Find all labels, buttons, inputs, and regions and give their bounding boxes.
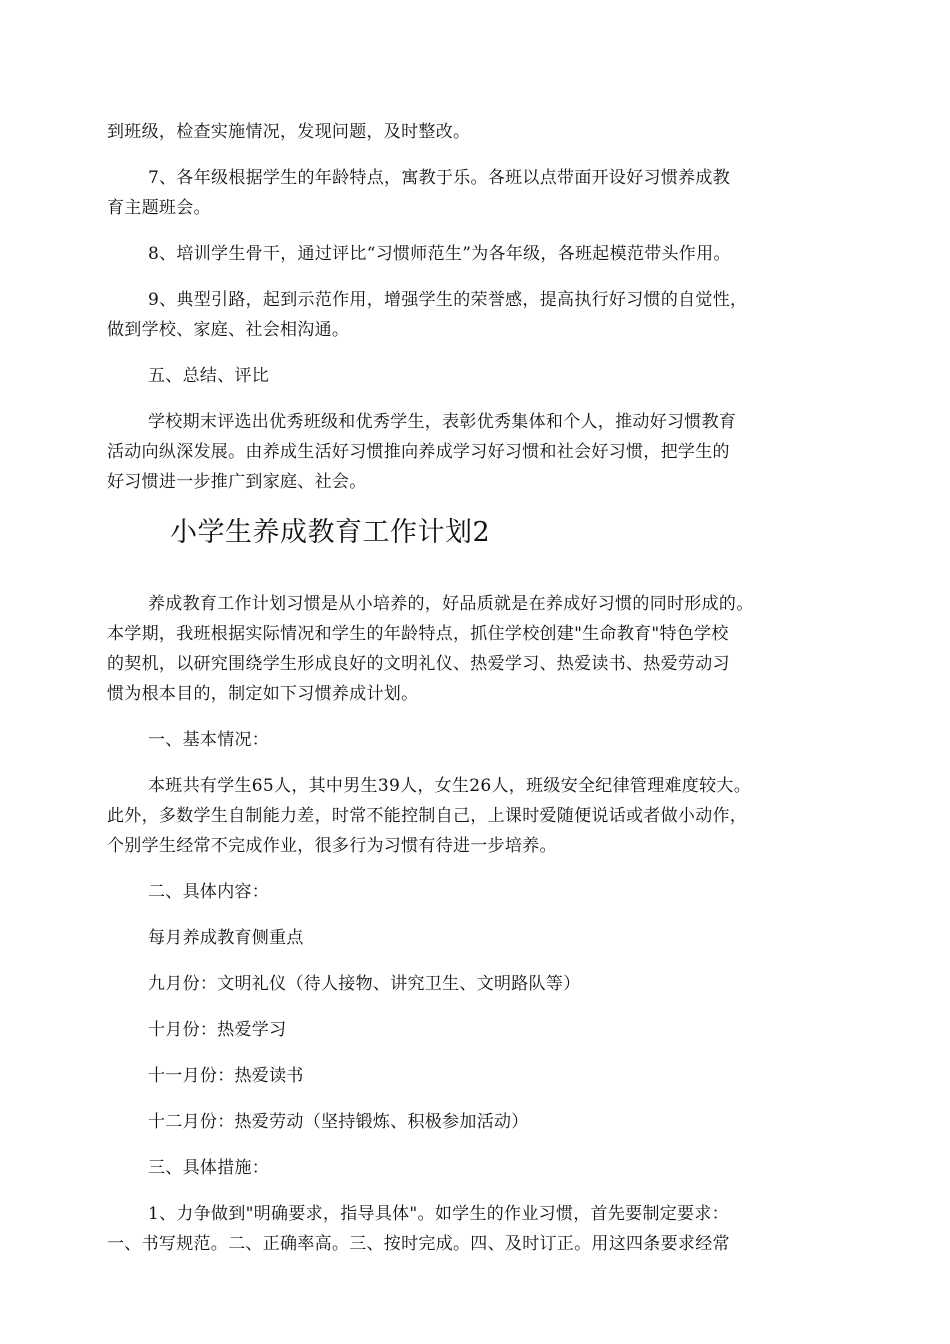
- paragraph-continuation: [107, 117, 842, 147]
- paragraph-intro: [107, 589, 842, 709]
- text-line: 九月份：文明礼仪（待人接物、讲究卫生、文明路队等）: [148, 974, 581, 994]
- paragraph-measure-1: [107, 1199, 842, 1259]
- text-line: 1、力争做到"明确要求，指导具体"。如学生的作业习惯，首先要制定要求：: [148, 1204, 729, 1224]
- paragraph-item-9: [107, 285, 842, 345]
- text-line: 活动向纵深发展。由养成生活好习惯推向养成学习好习惯和社会好习惯，把学生的: [107, 442, 730, 462]
- text-line: 的契机，以研究围绕学生形成良好的文明礼仪、热爱学习、热爱读书、热爱劳动习: [107, 654, 730, 674]
- text-line: 好习惯进一步推广到家庭、社会。: [107, 472, 367, 492]
- document-body: [107, 117, 842, 1275]
- text-line: 三、具体措施：: [148, 1158, 270, 1178]
- text-line: 个别学生经常不完成作业，很多行为习惯有待进一步培养。: [107, 836, 557, 856]
- text-line: 十月份：热爱学习: [148, 1020, 287, 1040]
- text-line: 本班共有学生65人，其中男生39人，女生26人，班级安全纪律管理难度较大。: [148, 776, 751, 796]
- text-line: 惯为根本目的，制定如下习惯养成计划。: [107, 684, 419, 704]
- text-line: 此外，多数学生自制能力差，时常不能控制自己，上课时爱随便说话或者做小动作，: [107, 806, 748, 826]
- document-title: 小学生养成教育工作计划2: [170, 517, 491, 548]
- text-line: 学校期末评选出优秀班级和优秀学生，表彰优秀集体和个人，推动好习惯教育: [148, 412, 737, 432]
- text-line: 8、培训学生骨干，通过评比“习惯师范生”为各年级，各班起模范带头作用。: [148, 244, 731, 264]
- paragraph-item-8: [107, 239, 842, 269]
- text-line: 五、总结、评比: [148, 366, 270, 386]
- section-heading-three: [107, 1153, 842, 1183]
- paragraph-basic-info: [107, 771, 842, 861]
- text-line: 十一月份：热爱读书: [148, 1066, 304, 1086]
- list-item-september: [107, 969, 842, 999]
- paragraph-monthly-focus: [107, 923, 842, 953]
- text-line: 育主题班会。: [107, 198, 211, 218]
- text-line: 做到学校、家庭、社会相沟通。: [107, 320, 350, 340]
- list-item-november: [107, 1061, 842, 1091]
- paragraph-item-7: [107, 163, 842, 223]
- text-line: 十二月份：热爱劳动（坚持锻炼、积极参加活动）: [148, 1112, 529, 1132]
- text-line: 一、基本情况：: [148, 730, 270, 750]
- list-item-october: [107, 1015, 842, 1045]
- section-heading-one: [107, 725, 842, 755]
- text-line: 本学期，我班根据实际情况和学生的年龄特点，抓住学校创建"生命教育"特色学校: [107, 624, 729, 644]
- text-line: 一、书写规范。二、正确率高。三、按时完成。四、及时订正。用这四条要求经常: [107, 1234, 730, 1254]
- section-heading-five: [107, 361, 842, 391]
- text-line: 9、典型引路，起到示范作用，增强学生的荣誉感，提高执行好习惯的自觉性，: [148, 290, 748, 310]
- text-line: 7、各年级根据学生的年龄特点，寓教于乐。各班以点带面开设好习惯养成教: [148, 168, 731, 188]
- list-item-december: [107, 1107, 842, 1137]
- text-line: 每月养成教育侧重点: [148, 928, 304, 948]
- section-heading-two: [107, 877, 842, 907]
- paragraph-summary: [107, 407, 842, 497]
- text-line: 到班级，检查实施情况，发现问题，及时整改。: [107, 122, 471, 142]
- text-line: 二、具体内容：: [148, 882, 270, 902]
- text-line: 养成教育工作计划习惯是从小培养的，好品质就是在养成好习惯的同时形成的。: [148, 594, 754, 614]
